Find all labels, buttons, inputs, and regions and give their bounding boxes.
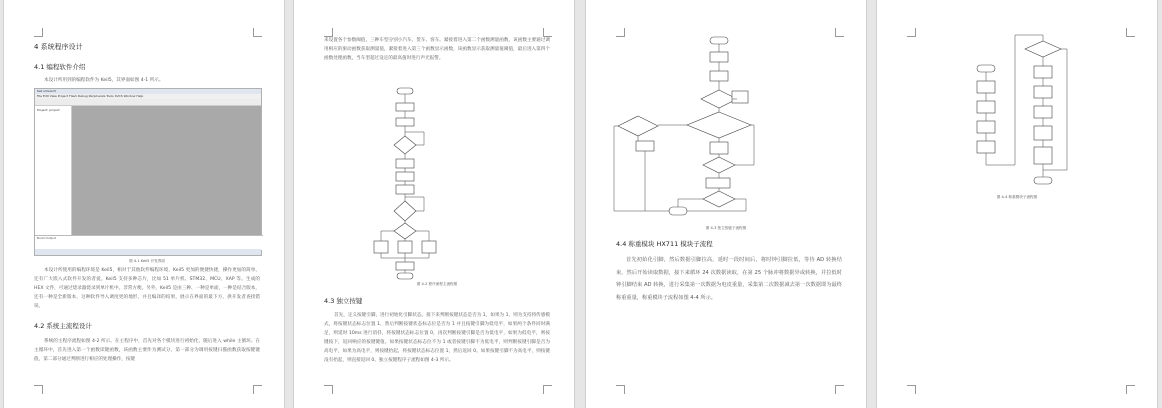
figure-caption-4-4: 图 4-4 称重模块子流程图 (996, 195, 1038, 199)
ide-build-output: Build Output (35, 235, 263, 250)
figure-caption-4-2: 图 4-2 程序流程主流程图 (416, 282, 458, 286)
section-heading-4-4: 4.4 称重模块 HX711 模块子流程 (616, 240, 713, 248)
key-flowchart (586, 0, 866, 408)
section-heading-4-2: 4.2 系统主流程设计 (34, 322, 92, 330)
main-flow-paragraph: 系统的主程序流程如图 4-2 所示。在主程序中，首先对各个模块进行初始化，随后进入 while 主循环。在主循环中，首先进入第一个函数读键函数，该函数主要作为测试分、第一部分为调用按键扫描函数获取按键键值，第二部分通过判断进行相应的处理操作，按键 (34, 339, 260, 362)
continued-paragraph: 来设置各个参数阈值，三种车型分别小汽车、货车、客车。紧接着进入第二个函数测量函数，该函数主要通过调用相应的驱动函数获取测量值，紧接着进入第三个函数显示函数，该函数显示获取测量值阈值，最后进入第四个函数处理函数，当车型超过设定的最高值时进行声光报警。 (324, 38, 550, 61)
ide-toolbar (35, 99, 261, 106)
keil-ide-screenshot (34, 88, 262, 256)
ide-title-bar: Keil uVision5 (35, 89, 261, 94)
document-page-1 (3, 0, 285, 408)
hx711-paragraph: 首先初始化引脚，然后数据引脚拉高，延时一段时间后，将时钟引脚拉低，等待 AD 转换结束，然后开始读取数据，接下来循环 24 次数据读取，在第 25 个脉冲将数据异或转换，并拉低时钟引脚结束 AD 转换，进行采集第一次数据为电皮重量，采集第二次数据减去第一次数据即为最终称重重量，称重模块子流程如图 4-4 所示。 (616, 257, 842, 301)
keys-paragraph: 首先，定义按键引脚，进行初始化引脚状态。接下来判断按键状态是否为 1，如果为 1，则为支持将传感模式，将按键状态标志位置 1，然后判断按键状态标志位是否为 1 并且按键引脚为低电平，如果两个条件同时满足，则延时 10ms 进行消抖，将按键状态标志位置 0，再次判断按键引脚是否为低电平，如果为低电平，则按键按下，返回响应的按键键值。如果按键状态标志位不为 1 或者按键引脚不为低电平，则判断按键引脚是否为高电平，如果为高电平，则按键抬起，将按键状态标志位置 1，然后返回 0。如果按键引脚不为高电平，则按键没有抬起，则直接返回 0。独立按键程序子流程如图 4-3 所示。 (324, 313, 550, 363)
keil-paragraph: 本设计所使用的编程环境是 Keil5，相对于其他软件编程环境，Keil5 更加的便捷快捷，操作更加的简单，还有广大嵌入式软件开发的者爱。Keil5 支持多种芯片，比如 51 单片机、STM32、MCU、XAP 等。生成的 HEX 文件，可通过烧录器烧录到单片机中。非常方便。另外，Keil5 是由三种、一种是单面，一种是结合版本，还有一种是全新版本，这种软件导入调度更的地形，并且编译的结果，展示在界面的最下方，供开发者查找错误。 (34, 268, 260, 309)
section-heading-4-1: 4.1 编程软件介绍 (34, 63, 86, 71)
hx711-flowchart (877, 0, 1157, 408)
document-page-2 (293, 0, 575, 408)
section-heading-4-3: 4.3 独立按键 (324, 297, 363, 305)
figure-caption-4-3: 图 4-3 独立按键子流程图 (705, 226, 747, 230)
ide-status-bar (35, 249, 261, 255)
intro-paragraph: 本设计所用到的编程软件为 Keil5，其界面如图 4-1 所示。 (44, 78, 164, 83)
ide-project-tree (35, 106, 72, 235)
ide-menu-bar: File Edit View Project Flash Debug Peripherals Tools SVCS Window Help (35, 94, 261, 99)
ide-editor-area (72, 106, 261, 235)
project-tree-root: Project: project (37, 108, 60, 112)
chapter-title: 4 系统程序设计 (34, 43, 83, 51)
figure-caption-4-1: 图 4-1 Keil5 开发界面 (129, 259, 165, 263)
document-page-4 (876, 0, 1158, 408)
document-page-3 (585, 0, 867, 408)
